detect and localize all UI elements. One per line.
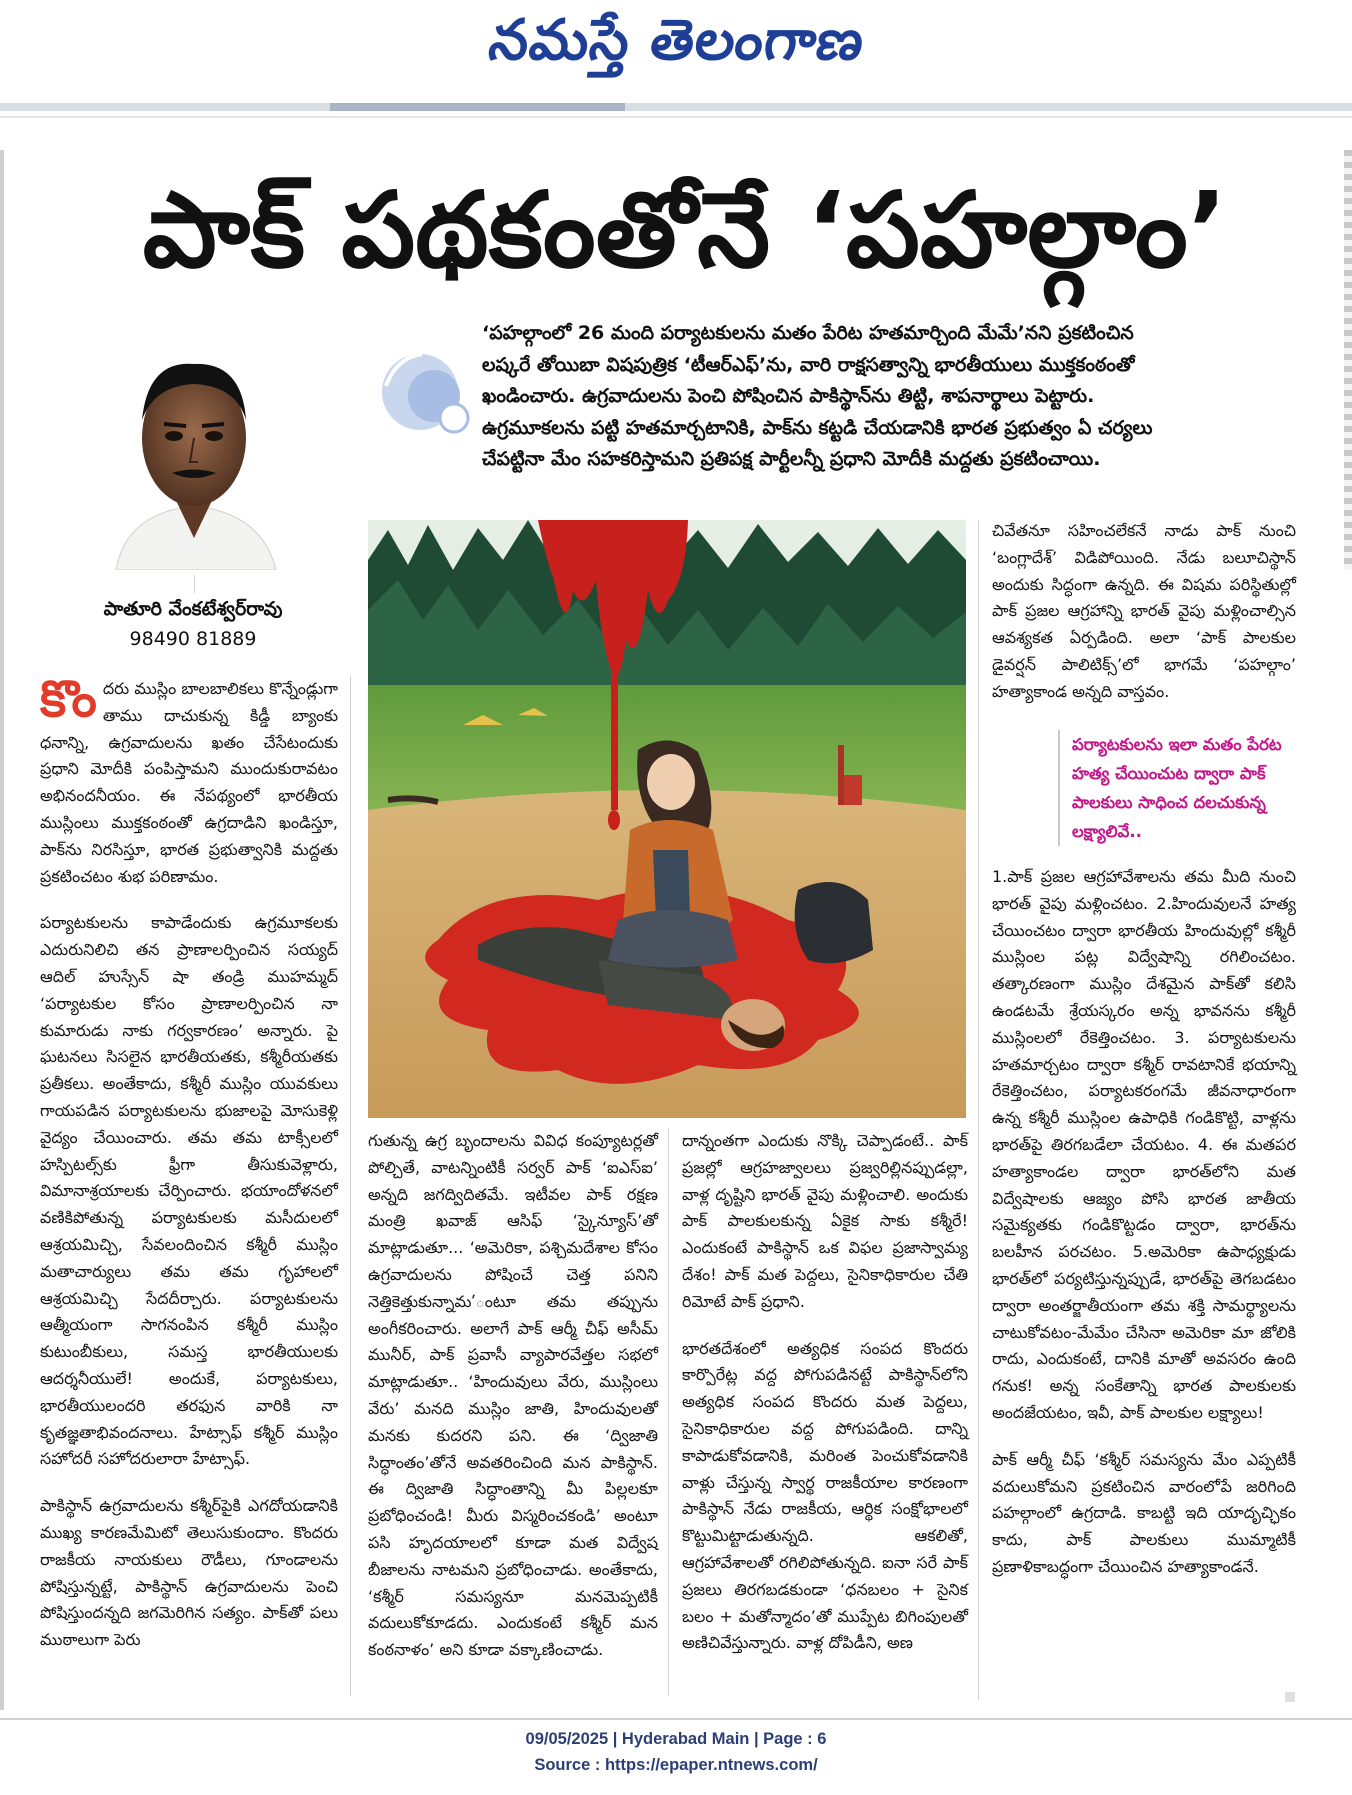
drop-cap: కొం [40,670,97,728]
byline-tick [194,575,195,593]
author-photo [96,338,292,570]
decorative-bubbles-icon [372,340,472,440]
intro-line: చేపట్టినా మేం సహకరిస్తామని ప్రతిపక్ష పార్టీలన్నీ ప్రధాని మోదీకి మద్దతు ప్రకటించాయి. [482,448,1101,470]
article-column-3 [682,1128,968,1677]
paragraph: గుతున్న ఉగ్ర బృందాలను వివిధ కంప్యూటర్లతో పోల్చితే, వాటన్నింటికీ సర్వర్ పాక్ ‘ఐఎస్ఐ’ అన్నది జగద్విదితమే. ఇటీవల పాక్ రక్షణ మంత్రి ఖవాజ్ ఆసిఫ్ ‘స్కైన్యూస్’తో మాట్లాడుతూ... ‘అమెరికా, పశ్చిమదేశాల కోసం ఉగ్రవాదులను పోషించే చెత్త పనిని నెత్తికెత్తుకున్నామ’ంటూ తమ తప్పును అంగీకరించారు. అలాగే పాక్ ఆర్మీ చీఫ్ అసీమ్ మునీర్, పాక్ ప్రవాసీ వ్యాపారవేత్తల సభలో మాట్లాడుతూ.. ‘హిందువులు వేరు, ముస్లింలు వేరు’ మనది ముస్లిం జాతి, హిందువులతో మనకు కుదరని పని. ఈ ‘ద్విజాతి సిద్ధాంతం’తోనే అవతరించింది మన పాకిస్థాన్. ఈ ద్విజాతి సిద్ధాంతాన్ని మీ పిల్లలకూ ప్రబోధించండి! మీరు విస్మరించకండి’ అంటూ పసి హృదయాలలో కూడా మత విద్వేష బీజాలను నాటమని ప్రబోధించాడు. అంతేకాదు, ‘కశ్మీర్ సమస్యనూ మనమెప్పటికీ వదులుకోకూడదు. ఎందుకంటే కశ్మీర్ మన కంఠనాళం’ అని కూడా వక్కాణించాడు. [368,1131,658,1660]
paragraph: దాన్నంతగా ఎందుకు నొక్కి చెప్పాడంటే.. పాక్ ప్రజల్లో ఆగ్రహజ్వాలలు ప్రజ్వరిల్లినప్పుడల్లా, వాళ్ల దృష్టిని భారత్ వైపు మళ్లించాలి. అందుకు పాక్ పాలకులకున్న ఏకైక సాకు కశ్మీరే! ఎందుకంటే పాకిస్థాన్ ఒక విఫల ప్రజాస్వామ్య దేశం! పాక్ మత పెద్దలు, సైనికాధికారుల చేతి రిమోటే పాక్ ప్రధాని. [682,1131,968,1311]
paragraph: భారతదేశంలో అత్యధిక సంపద కొందరు కార్పొరేట్ల వద్ద పోగుపడినట్టే పాకిస్థాన్‌లోని అత్యధిక సంపద కొందరు మత పెద్దలు, సైనికాధికారుల వద్ద పోగుపడింది. దాన్ని కాపాడుకోవడానికి, మరింత పెంచుకోవడానికి వాళ్లు చేస్తున్న స్వార్థ రాజకీయాల కారణంగా పాకిస్థాన్ నేడు రాజకీయ, ఆర్థిక సంక్షోభాలలో కొట్టుమిట్టాడుతున్నది. ఆకలితో, ఆగ్రహావేశాలతో రగిలిపోతున్నది. ఐనా సరే పాక్ ప్రజలు తిరగబడకుండా ‘ధనబలం + సైనిక బలం + మతోన్మాదం’తో ముప్పేట బిగింపులతో అణిచివేస్తున్నారు. వాళ్ల దోపిడీని, అణ [682,1338,968,1653]
newspaper-logo: నమస్తే తెలంగాణ [484,8,869,73]
intro-line: ‘పహల్గాంలో 26 మంది పర్యాటకులను మతం పేరిట హతమార్చింది మేమే’నని ప్రకటించిన [482,322,1134,344]
article-column-4 [992,518,1296,726]
paragraph [40,670,338,890]
intro-line: ఖండించారు. ఉగ్రవాదులను పెంచి పోషించిన పాకిస్థాన్‌ను తిట్టి, శాపనార్థాలు పెట్టారు. [482,385,1095,407]
pull-quote: పర్యాటకులను ఇలా మతం పేరట హత్య చేయించుట ద్వారా పాక్ పాలకులు సాధించ దలచుకున్న లక్ష్యాలివే.. [1058,730,1312,846]
paragraph: చివేతనూ సహించలేకనే నాడు పాక్ నుంచి ‘బంగ్లాదేశ్’ విడిపోయింది. నేడు బలూచిస్థాన్ అందుకు సిద్ధంగా ఉన్నది. ఈ విషమ పరిస్థితుల్లో పాక్ ప్రజల ఆగ్రహాన్ని భారత్ వైపు మళ్లించాల్సిన ఆవశ్యకత ఏర్పడింది. అలా ‘పాక్ పాలకుల డైవర్షన్ పాలిటిక్స్’లో భాగమే ‘పహల్గాం’ హత్యాకాండ అన్నది వాస్తవం. [992,521,1296,701]
header-rule [0,103,1352,111]
intro-line: ఉగ్రమూకలను పట్టి హతమార్చటానికి, పాక్‌ను కట్టడి చేయడానికి భారత ప్రభుత్వం ఏ చర్యలు [482,416,1153,439]
paragraph: 1.పాక్ ప్రజల ఆగ్రహావేశాలను తమ మీది నుంచి భారత్ వైపు మళ్లించటం. 2.హిందువులనే హత్య చేయించటం ద్వారా భారతీయ హిందువుల్లో కశ్మీరీ ముస్లింల పట్ల విద్వేషాన్ని రగిలించటం. తత్కారణంగా ముస్లిం దేశమైన పాక్‌తో కలిసి ఉండటమే శ్రేయస్కరం అన్న భావనను కశ్మీరీ ముస్లింలలో రేకెత్తించటం. 3. పర్యాటకులను హతమార్చటం ద్వారా కశ్మీర్ రావటానికే భయాన్ని రేకెత్తించటం, పర్యాటకరంగమే జీవనాధారంగా ఉన్న కశ్మీరీ ముస్లింల ఉపాధికి గండికొట్టి, వాళ్లను భారత్‌పై తిరగబడేలా చేయటం. 4. ఈ మతపర హత్యాకాండల ద్వారా భారత్‌లోని మత విద్వేషాలకు ఆజ్యం పోసి భారత జాతీయ సమైక్యతకు గండికొట్టడం ద్వారా, భారత్‌ను బలహీన పరచటం. 5.అమెరికా ఉపాధ్యక్షుడు భారత్‌లో పర్యటిస్తున్నప్పుడే, భారత్‌పై తెగబడటం ద్వారా అంతర్జాతీయంగా తమ శక్తి సామర్థ్యాలను చాటుకోవటం-మేమేం చేసినా అమెరికా మా జోలికి రాదు, ఎందుకంటే, దానికి మాతో అవసరం ఉంది గనుక! అన్న సంకేతాన్ని భారత పాలకులకు అందజేయటం, ఇవీ, పాక్ పాలకుల లక్ష్యాలు! [992,867,1296,1422]
header-rule-tab [330,103,625,111]
intro-summary [482,318,1312,476]
author-name: పాతూరి వేంకటేశ్వర్‌రావు [103,598,283,620]
paragraph: పాకిస్థాన్ ఉగ్రవాదులను కశ్మీర్‌పైకి ఎగదోయడానికి ముఖ్య కారణమేమిటో తెలుసుకుందాం. కొందరు రాజకీయ నాయకులు రౌడీలు, గూండాలను పోషిస్తున్నట్టే, పాకిస్థాన్ ఉగ్రవాదులను పెంచి పోషిస్తుందన్నది జగమెరిగిన సత్యం. పాక్‌తో పలు ముఠాలుగా పెరు [40,1496,338,1650]
article-column-2 [368,1128,658,1684]
column-divider [350,676,351,1696]
edition-info: 09/05/2025 | Hyderabad Main | Page : 6 [525,1730,827,1748]
headline: పాక్ పథకంతోనే ‘పహల్గాం’ [142,169,1228,291]
column-divider [668,1128,669,1696]
left-page-edge [0,150,4,1710]
column-divider [978,520,979,1700]
article-column-4-continued [992,864,1296,1601]
article-column-1 [40,670,338,1674]
footer-rule [0,1718,1352,1720]
masthead [0,0,1352,100]
header-thin-rule [0,116,1352,118]
right-page-edge [1344,150,1352,570]
intro-line: లష్కరే తోయిబా విషపుత్రిక ‘టీఆర్‌ఎఫ్’ను, వారి రాక్షసత్వాన్ని భారతీయులు ముక్తకంఠంతో [482,353,1135,376]
pahalgam-illustration [368,520,966,1118]
paragraph: పర్యాటకులను కాపాడేందుకు ఉగ్రమూకలకు ఎదురునిలిచి తన ప్రాణాలర్పించిన సయ్యద్ ఆదిల్ హుస్సేన్ షా తండ్రి ముహమ్మద్ ‘పర్యాటకుల కోసం ప్రాణాలర్పించిన నా కుమారుడు నాకు గర్వకారణం’ అన్నారు. పై ఘటనలు సిసలైన భారతీయతకు, కశ్మీరీయతకు ప్రతీకలు. అంతేకాదు, కశ్మీరీ ముస్లిం యువకులు గాయపడిన పర్యాటకులను భుజాలపై మోసుకెళ్లి వైద్యం చేయించారు. తమ తమ టాక్సీలలో హస్పిటల్స్‌కు ఫ్రీగా తీసుకువెళ్లారు, విమానాశ్రయాలకు చేర్పించారు. భయాందోళనలో వణికిపోతున్న పర్యాటకులకు మసీదులలో ఆశ్రయమిచ్చి, సేవలందించిన కశ్మీరీ ముస్లిం మతాచార్యులు తమ తమ గృహాలలో ఆశ్రయమిచ్చి సేదదీర్చారు. పర్యాటకులను ఆత్మీయంగా సాగనంపిన కశ్మీరీ ముస్లిం కుటుంబీకులు, సమస్త భారతీయులకు ఆదర్శనీయులే! అందుకే, పర్యాటకులు, భారతీయులందరి తరఫున వారికి నా కృతజ్ఞతాభివందనాలు. హేట్సాఫ్ కశ్మీర్ ముస్లిం సహోదరీ సహోదరులారా హేట్సాఫ్. [40,913,338,1469]
source-link[interactable]: Source : https://epaper.ntnews.com/ [534,1756,818,1774]
author-phone: 98490 81889 [129,628,257,650]
paragraph-text: దరు ముస్లిం బాలబాలికలు కొన్నేండ్లుగా తాము దాచుకున్న కిడ్డీ బ్యాంకు ధనాన్ని, ఉగ్రవాదులను ఖతం చేసేటందుకు ప్రధాని మోదీకి పంపిస్తామని ముందుకురావటం అభినందనీయం. ఈ నేపథ్యంలో భారతీయ ముస్లింలు ముక్తకంఠంతో ఉగ్రదాడిని ఖండిస్తూ, పాక్‌ను నిరసిస్తూ, భారత ప్రభుత్వానికి మద్దతు ప్రకటించటం శుభ పరిణామం. [40,679,338,886]
paragraph: పాక్ ఆర్మీ చీఫ్ ‘కశ్మీర్ సమస్యను మేం ఎప్పటికీ వదులుకోమని ప్రకటించిన వారంలోపే జరిగింది పహల్గాంలో ఉగ్రదాడి. కాబట్టి ఇది యాదృచ్ఛికం కాదు, పాక్ పాలకులు ముమ్మాటికీ ప్రణాళికాబద్ధంగా చేయించిన హత్యాకాండనే. [992,1449,1296,1576]
end-mark [1285,1692,1295,1702]
